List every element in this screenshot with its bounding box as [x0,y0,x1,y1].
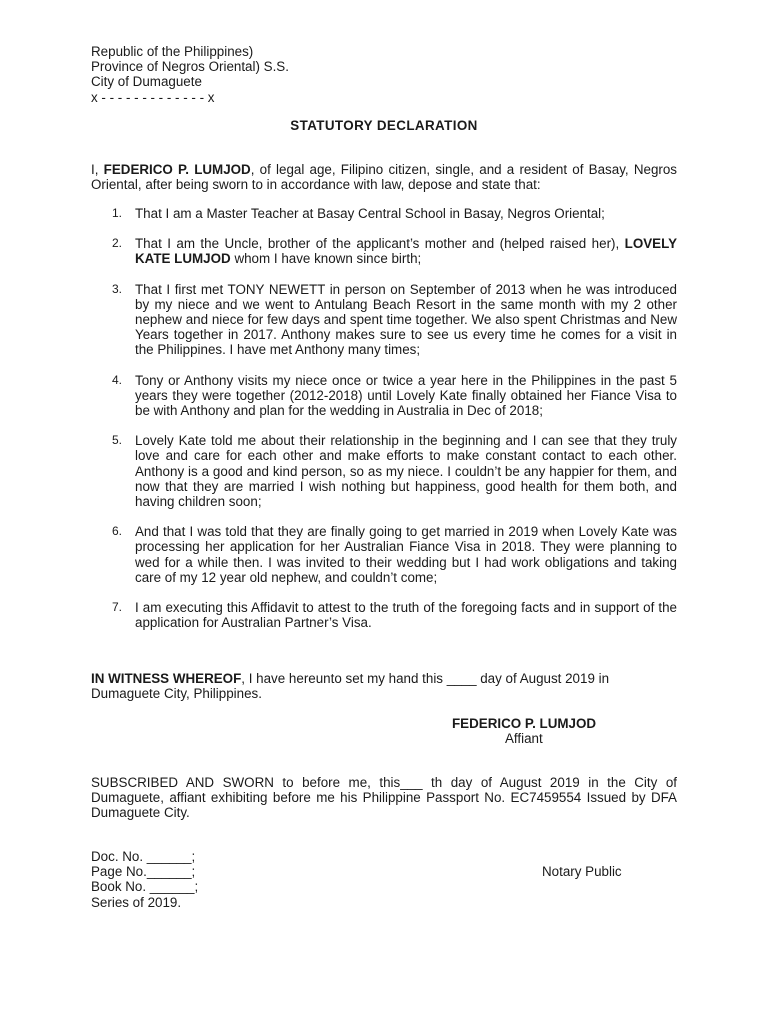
caption-line-city: City of Dumaguete [91,74,202,90]
witness-paragraph [91,671,677,701]
item-number: 4. [112,372,123,387]
notarial-register-block [91,849,198,910]
item-number: 5. [112,433,123,448]
caption-line-province: Province of Negros Oriental) S.S. [91,59,289,75]
item-number: 1. [112,206,123,220]
jurat-paragraph: SUBSCRIBED AND SWORN to before me, this___ th day of August 2019 in the City of Dumaguete, affiant exhibiting before me his Philippine Passport No. EC7459554 Issued by DFA Dumaguete City. [91,775,677,821]
intro-prefix: I, [91,162,104,177]
doc-number: Doc. No. ______; [91,849,196,864]
declarant-name: FEDERICO P. LUMJOD [103,162,251,177]
intro-paragraph [91,162,677,192]
item-number: 7. [112,600,123,615]
item-text: I am executing this Affidavit to attest to the truth of the foregoing facts and in support of the application for Australian Partner’s Visa. [135,600,677,631]
declaration-list [91,206,677,645]
list-item [91,282,677,358]
item-text: Lovely Kate told me about their relationship in the beginning and I can see that they truly love and care for each other and make efforts to make constant contact to each other. Anthony is a good and kind person, so as my niece. I couldn’t be any happier for them, and now that they are married I wish nothing but happiness, good health for them both, and having children soon; [135,433,677,510]
document-title: STATUTORY DECLARATION [290,118,478,133]
item-text-part: whom I have known since birth; [230,251,422,267]
page-number: Page No.______; [91,864,196,880]
affiant-name: FEDERICO P. LUMJOD [452,716,597,731]
witness-heading: IN WITNESS WHEREOF [91,671,242,686]
list-item [91,236,677,266]
item-number: 6. [112,524,123,539]
notary-public-label: Notary Public [542,864,622,879]
affiant-signature-block [452,716,596,746]
series-year: Series of 2019. [91,894,182,910]
item-text: And that I was told that they are finally going to get married in 2019 when Lovely Kate was processing her application for her Australian Fiance Visa in 2018. They were planning to wed for a while then. I was invited to their wedding but I had work obligations and taking care of my 12 year old nephew, and couldn’t come; [135,524,677,585]
item-text: Tony or Anthony visits my niece once or twice a year here in the Philippines in the past 5 years they were together (2012-2018) until Lovely Kate finally obtained her Fiance Visa to be with Anthony and plan for the wedding in Australia in Dec of 2018; [135,372,677,419]
list-item [91,206,677,221]
caption-line-republic: Republic of the Philippines) [91,44,254,59]
item-number: 3. [112,281,123,296]
intro-rest: , of legal age, Filipino citizen, single, and a resident of Basay, Negros Oriental, after being sworn to in accordance with law, depose and state that: [91,162,677,193]
book-number: Book No. ______; [91,879,199,895]
item-text: That I am a Master Teacher at Basay Central School in Basay, Negros Oriental; [135,206,605,221]
list-item [91,524,677,585]
item-text [135,236,677,266]
caption-divider: x - - - - - - - - - - - - - x [91,89,215,105]
list-item [91,433,677,509]
venue-caption [91,44,289,105]
item-text-part: That I am the Uncle, brother of the applicant’s mother and (helped raised her), [135,236,625,252]
item-number: 2. [112,236,123,251]
list-item [91,373,677,419]
item-text: That I first met TONY NEWETT in person on September of 2013 when he was introduced by my niece and we went to Antulang Beach Resort in the same month with my 2 other nephew and niece for few days and spent time together. We also spent Christmas and New Years together in 2017. Anthony makes sure to see us every time he comes for a visit in the Philippines. I have met Anthony many times; [135,281,677,358]
applicant-name: LOVELY KATE LUMJOD [135,236,677,267]
witness-text: , I have hereunto set my hand this ____ day of August 2019 in Dumaguete City, Philippines. [91,671,610,702]
affiant-role: Affiant [505,731,543,747]
list-item [91,600,677,630]
